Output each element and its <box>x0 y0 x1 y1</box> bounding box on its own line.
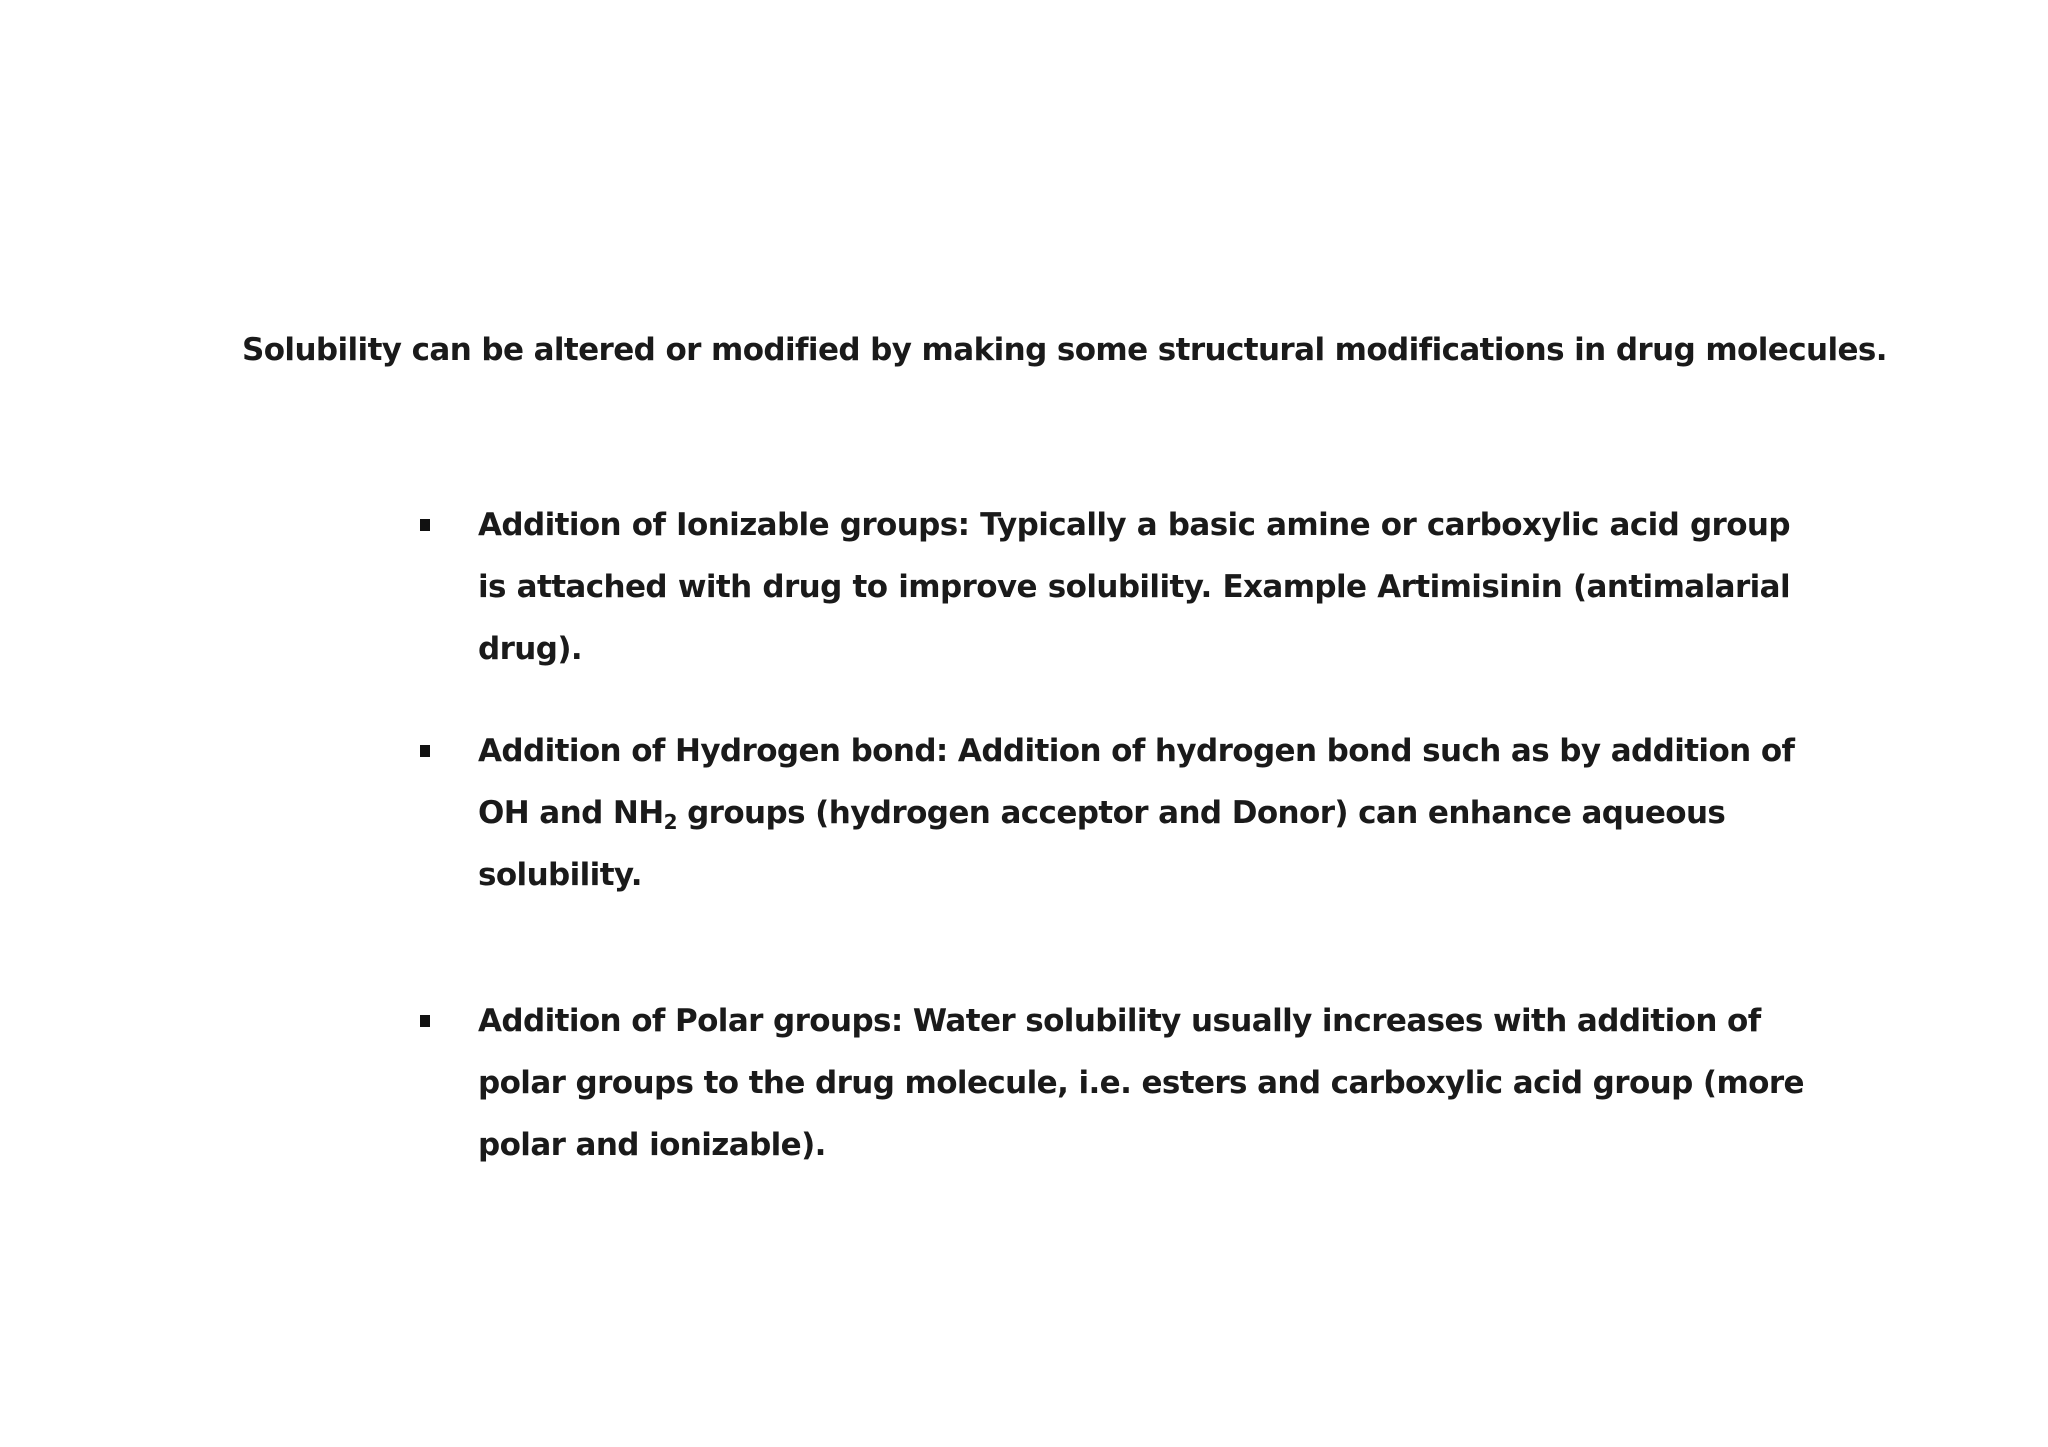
square-bullet-icon <box>420 1015 430 1027</box>
bullet-text: Addition of hydrogen bond such as by addition of OH and NH <box>478 733 1795 831</box>
bullet-list <box>420 494 1820 1176</box>
square-bullet-icon <box>420 745 430 757</box>
bullet-text-continued: groups (hydrogen acceptor and Donor) can enhance aqueous solubility. <box>478 795 1726 893</box>
bullet-lead: Addition of Hydrogen bond: <box>478 733 948 769</box>
list-item-ionizable-groups <box>420 494 1790 680</box>
bullet-text: Water solubility usually increases with addition of polar groups to the drug molecule, i.e. esters and carboxylic acid group (more polar and ionizable). <box>478 1003 1804 1163</box>
intro-paragraph: Solubility can be altered or modified by making some structural modifications in drug molecules. <box>242 332 1887 368</box>
subscript-2: 2 <box>663 810 677 834</box>
list-item-polar-groups <box>420 990 1823 1176</box>
bullet-lead: Addition of Ionizable groups: <box>478 507 970 543</box>
square-bullet-icon <box>420 519 430 531</box>
list-item-hydrogen-bond <box>420 720 1823 906</box>
bullet-lead: Addition of Polar groups: <box>478 1003 903 1039</box>
bullet-text: Typically a basic amine or carboxylic acid group is attached with drug to improve solubility. Example Artimisinin (antimalarial drug). <box>478 507 1790 667</box>
